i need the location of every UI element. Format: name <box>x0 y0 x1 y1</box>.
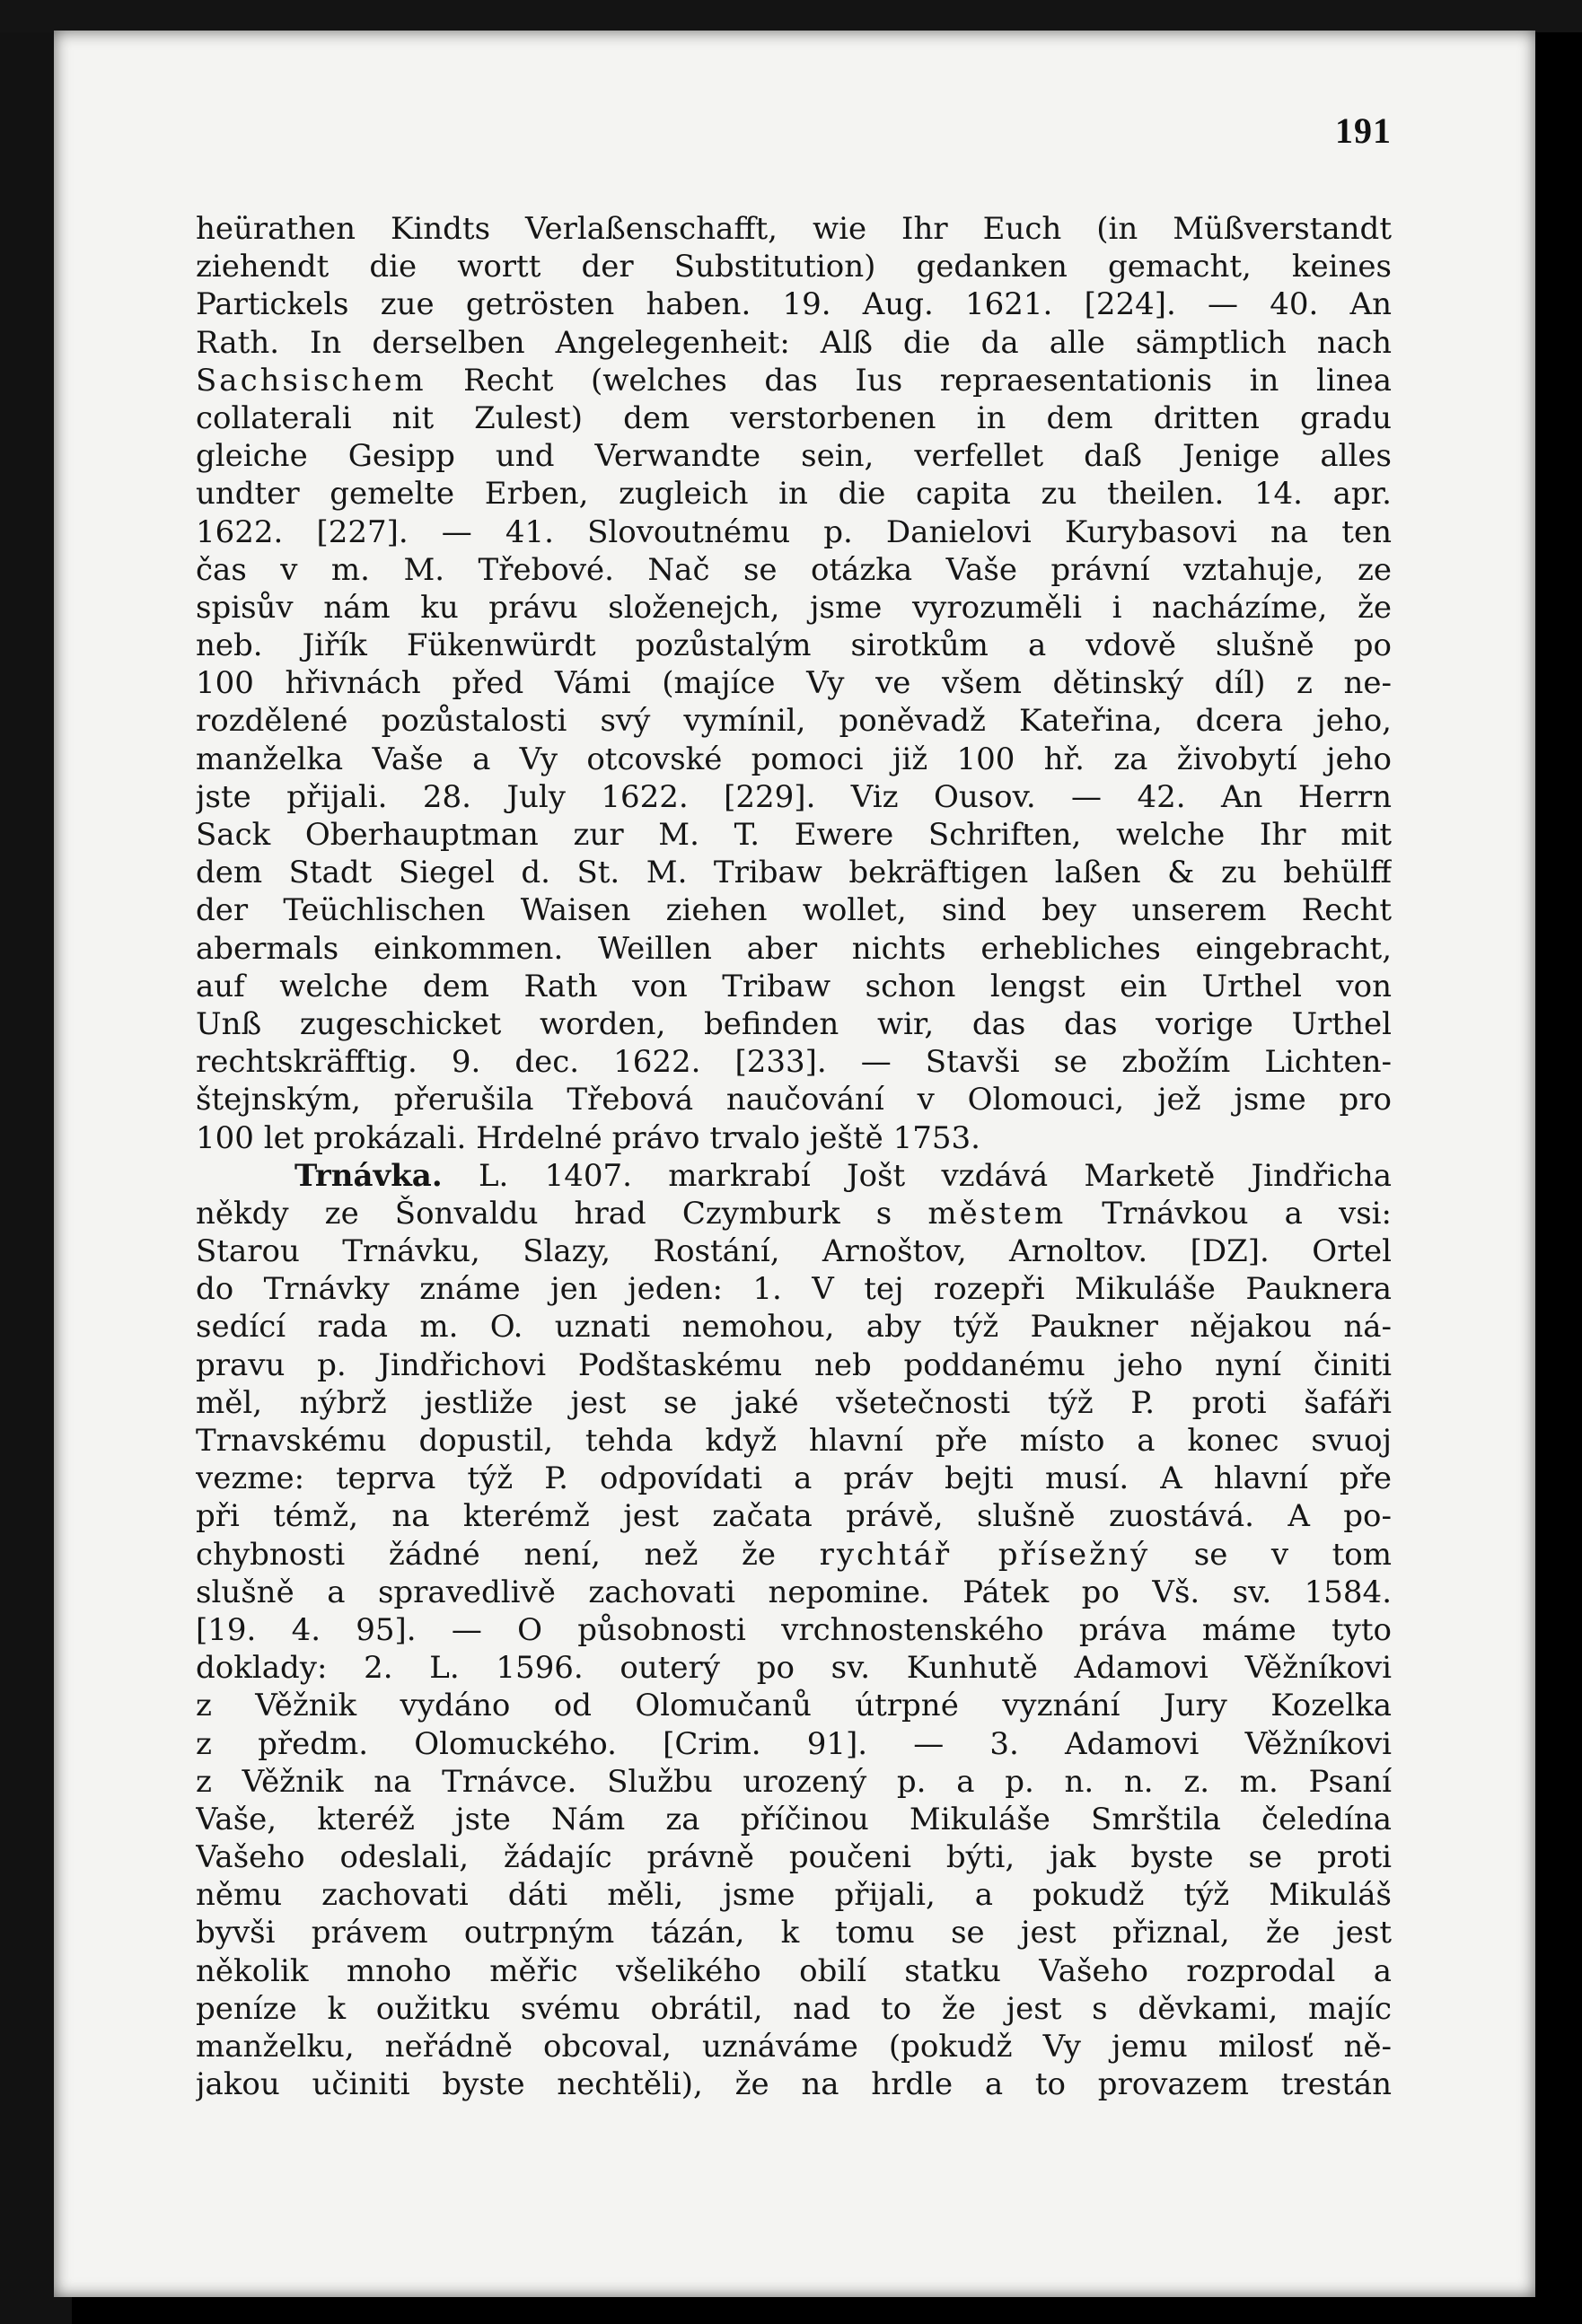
text-line: collaterali nit Zulest) dem verstorbenen in dem dritten gradu <box>196 399 1392 436</box>
book-page <box>54 31 1535 2297</box>
text-line: Sack Oberhauptman zur M. T. Ewere Schriften, welche Ihr mit <box>196 817 1392 853</box>
text-line: několik mnoho měřic všelikého obilí statku Vašeho rozprodal a <box>196 1952 1392 1989</box>
text-line <box>196 1195 1392 1232</box>
page-number: 191 <box>1335 110 1392 151</box>
text-line: dem Stadt Siegel d. St. M. Tribaw bekräftigen laßen & zu behülff <box>196 855 1392 891</box>
text-segment: Trnávkou a vsi: <box>1066 1195 1392 1232</box>
spaced-emphasis: Sachsischem <box>196 362 426 399</box>
text-line: slušně a spravedlivě zachovati nepomine. Pátek po Vš. sv. 1584. <box>196 1574 1392 1610</box>
text-line: der Teüchlischen Waisen ziehen wollet, sind bey unserem Recht <box>196 892 1392 929</box>
text-line: neb. Jiřík Fükenwürdt pozůstalým sirotkům a vdově slušně po <box>196 627 1392 664</box>
text-segment: L. 1407. markrabí Jošt vzdává Marketě Jindřicha <box>442 1157 1392 1194</box>
text-line: z Věžnik vydáno od Olomučanů útrpné vyznání Jury Kozelka <box>196 1688 1392 1724</box>
text-line: Vašeho odeslali, žádajíc právně poučeni býti, jak byste se proti <box>196 1839 1392 1876</box>
text-line: byvši právem outrpným tázán, k tomu se jest přiznal, že jest <box>196 1915 1392 1951</box>
text-line: Trnavskému dopustil, tehda když hlavní pře místo a konec svuoj <box>196 1423 1392 1459</box>
text-line: z předm. Olomuckého. [Crim. 91]. — 3. Adamovi Věžníkovi <box>196 1725 1392 1762</box>
text-line: peníze k oužitku svému obrátil, nad to že jest s děvkami, majíc <box>196 1990 1392 2027</box>
text-line: rechtskräfftig. 9. dec. 1622. [233]. — Stavši se zbožím Lichten- <box>196 1044 1392 1081</box>
text-line <box>196 362 1392 399</box>
text-line: spisův nám ku právu složenejch, jsme vyrozuměli i nacházíme, že <box>196 589 1392 626</box>
text-segment: chybnosti žádné není, než že <box>196 1536 820 1573</box>
text-line: při témž, na kterémž jest začata právě, slušně zuostává. A po- <box>196 1498 1392 1535</box>
text-line: Starou Trnávku, Slazy, Rostání, Arnoštov, Arnoltov. [DZ]. Ortel <box>196 1233 1392 1270</box>
text-line: pravu p. Jindřichovi Podštaskému neb poddanému jeho nyní činiti <box>196 1346 1392 1383</box>
text-line: Unß zugeschicket worden, befinden wir, das das vorige Urthel <box>196 1005 1392 1042</box>
text-line: Partickels zue getrösten haben. 19. Aug. 1621. [224]. — 40. An <box>196 286 1392 323</box>
text-line: heürathen Kindts Verlaßenschafft, wie Ihr Euch (in Müßverstandt <box>196 211 1392 247</box>
text-line: z Věžnik na Trnávce. Službu urozený p. a p. n. n. z. m. Psaní <box>196 1763 1392 1800</box>
text-line: gleiche Gesipp und Verwandte sein, verfellet daß Jenige alles <box>196 438 1392 475</box>
text-line: doklady: 2. L. 1596. outerý po sv. Kunhutě Adamovi Věžníkovi <box>196 1650 1392 1687</box>
text-line: 100 let prokázali. Hrdelné právo trvalo ještě 1753. <box>196 1119 980 1156</box>
spaced-emphasis: rychtář přísežný <box>819 1536 1151 1573</box>
text-line: Rath. In derselben Angelegenheit: Alß die da alle sämptlich nach <box>196 324 1392 361</box>
text-line: 100 hřivnách před Vámi (majíce Vy ve všem dětinský díl) z ne- <box>196 665 1392 702</box>
text-line: rozdělené pozůstalosti svý vymínil, poněvadž Kateřina, dcera jeho, <box>196 703 1392 740</box>
text-line: manželka Vaše a Vy otcovské pomoci již 100 hř. za živobytí jeho <box>196 741 1392 777</box>
text-line: štejnským, přerušila Třebová naučování v Olomouci, jež jsme pro <box>196 1082 1392 1118</box>
text-line: ziehendt die wortt der Substitution) gedanken gemacht, keines <box>196 249 1392 285</box>
text-line: jakou učiniti byste nechtěli), že na hrdle a to provazem trestán <box>196 2066 1392 2103</box>
text-line: do Trnávky známe jen jeden: 1. V tej rozepři Mikuláše Pauknera <box>196 1271 1392 1308</box>
text-line: abermals einkommen. Weillen aber nichts erhebliches eingebracht, <box>196 930 1392 967</box>
text-line <box>196 1536 1392 1574</box>
text-line: sedící rada m. O. uznati nemohou, aby týž Paukner nějakou ná- <box>196 1309 1392 1346</box>
text-line <box>196 1157 1392 1195</box>
text-line: němu zachovati dáti měli, jsme přijali, a pokudž týž Mikuláš <box>196 1877 1392 1914</box>
text-line: manželku, neřádně obcoval, uznáváme (pokudž Vy jemu milosť ně- <box>196 2029 1392 2065</box>
text-line: 1622. [227]. — 41. Slovoutnému p. Danielovi Kurybasovi na ten <box>196 513 1392 550</box>
text-line: měl, nýbrž jestliže jest se jaké všetečnosti týž P. proti šafáři <box>196 1384 1392 1421</box>
text-line: jste přijali. 28. July 1622. [229]. Viz Ousov. — 42. An Herrn <box>196 778 1392 815</box>
text-segment: někdy ze Šonvaldu hrad Czymburk s <box>196 1195 928 1232</box>
spaced-emphasis: městem <box>927 1195 1067 1232</box>
text-segment: se v tom <box>1150 1536 1392 1573</box>
text-line: Vaše, kteréž jste Nám za příčinou Mikuláše Smrštila čeledína <box>196 1801 1392 1837</box>
scan-edge-top <box>0 0 1582 32</box>
text-line: undter gemelte Erben, zugleich in die capita zu theilen. 14. apr. <box>196 476 1392 513</box>
section-heading: Trnávka. <box>294 1157 443 1194</box>
text-line: [19. 4. 95]. — O působnosti vrchnostenského práva máme tyto <box>196 1611 1392 1648</box>
text-line: auf welche dem Rath von Tribaw schon lengst ein Urthel von <box>196 968 1392 1004</box>
text-line: vezme: teprva týž P. odpovídati a práv bejti musí. A hlavní pře <box>196 1460 1392 1497</box>
body-text <box>196 210 1392 2103</box>
text-line: čas v m. M. Třebové. Nač se otázka Vaše právní vztahuje, ze <box>196 551 1392 588</box>
text-segment: Recht (welches das Ius repraesentationis in linea <box>426 362 1392 399</box>
